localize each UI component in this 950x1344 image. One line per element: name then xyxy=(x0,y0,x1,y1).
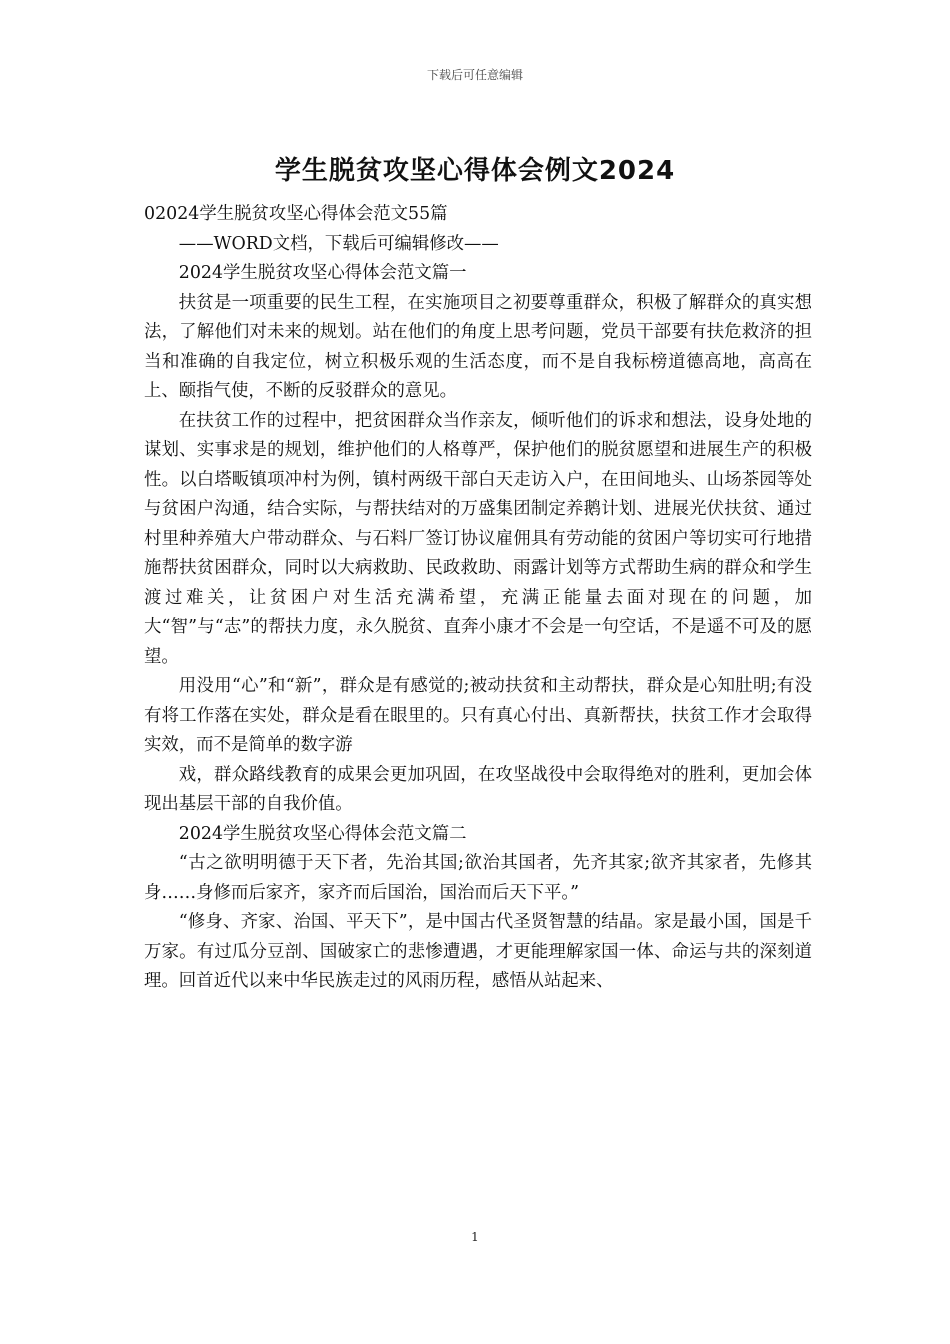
body-paragraph: 扶贫是一项重要的民生工程，在实施项目之初要尊重群众，积极了解群众的真实想法，了解他们对未来的规划。站在他们的角度上思考问题，党员干部要有扶危救济的担当和准确的自我定位，树立积极乐观的生活态度，而不是自我标榜道德高地，高高在上、颐指气使，不断的反驳群众的意见。 xyxy=(144,292,812,401)
body-paragraph: 在扶贫工作的过程中，把贫困群众当作亲友，倾听他们的诉求和想法，设身处地的谋划、实事求是的规划，维护他们的人格尊严，保护他们的脱贫愿望和进展生产的积极性。以白塔畈镇项冲村为例，镇村两级干部白天走访入户，在田间地头、山场茶园等处与贫困户沟通，结合实际，与帮扶结对的万盛集团制定养鹅计划、进展光伏扶贫、通过村里种养殖大户带动群众、与石料厂签订协议雇佣具有劳动能的贫困户等切实可行地措施帮扶贫困群众，同时以大病救助、民政救助、雨露计划等方式帮助生病的群众和学生渡过难关，让贫困户对生活充满希望，充满正能量去面对现在的问题，加大“智”与“志”的帮扶力度，永久脱贫、直奔小康才不会是一句空话，不是遥不可及的愿望。 xyxy=(144,410,812,667)
document-body xyxy=(144,200,812,997)
section-heading-1: 2024学生脱贫攻坚心得体会范文篇一 xyxy=(178,263,467,283)
section-heading-2: 2024学生脱贫攻坚心得体会范文篇二 xyxy=(178,823,467,844)
page-number: 1 xyxy=(471,1230,479,1244)
word-doc-note: ——WORD文档，下载后可编辑修改—— xyxy=(178,233,499,254)
body-paragraph: “修身、齐家、治国、平天下”，是中国古代圣贤智慧的结晶。家是最小国，国是千万家。有过瓜分豆剖、国破家亡的悲惨遭遇，才更能理解家国一体、命运与共的深刻道理。回首近代以来中华民族走过的风雨历程，感悟从站起来、 xyxy=(144,912,812,991)
body-paragraph: “古之欲明明德于天下者，先治其国;欲治其国者，先齐其家;欲齐其家者，先修其身……身修而后家齐，家齐而后国治，国治而后天下平。” xyxy=(144,853,812,903)
body-paragraph: 用没用“心”和“新”，群众是有感觉的;被动扶贫和主动帮扶，群众是心知肚明;有没有将工作落在实处，群众是看在眼里的。只有真心付出、真新帮扶，扶贫工作才会取得实效，而不是简单的数字游 xyxy=(144,676,812,755)
subtitle-line: 02024学生脱贫攻坚心得体会范文55篇 xyxy=(144,204,448,224)
header-note: 下载后可任意编辑 xyxy=(426,68,523,82)
document-title: 学生脱贫攻坚心得体会例文2024 xyxy=(274,156,676,186)
body-paragraph: 戏，群众路线教育的成果会更加巩固，在攻坚战役中会取得绝对的胜利，更加会体现出基层干部的自我价值。 xyxy=(144,764,812,814)
